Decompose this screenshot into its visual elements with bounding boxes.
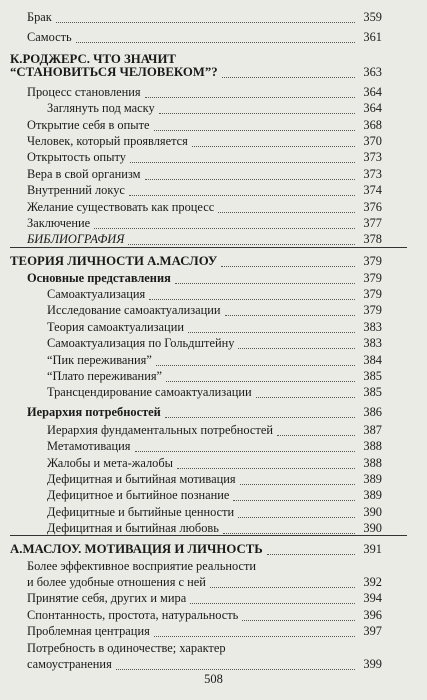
toc-page-number: 364 [363, 101, 382, 115]
dot-leader [165, 416, 355, 418]
toc-page-number: 376 [363, 200, 382, 214]
toc-entry [0, 301, 427, 319]
toc-entry-title: Дефицитное и бытийное познание [47, 488, 230, 502]
dot-leader [177, 467, 355, 469]
toc-page-number: 378 [363, 232, 382, 246]
toc-entry-title: Основные представления [27, 271, 171, 285]
toc-entry-title: Дефицитная и бытийная мотивация [47, 472, 236, 486]
dot-leader [128, 243, 355, 245]
toc-entry-title: “СТАНОВИТЬСЯ ЧЕЛОВЕКОМ”? [10, 65, 218, 79]
toc-page-number: 379 [363, 303, 382, 317]
toc-entry-title: А.МАСЛОУ. МОТИВАЦИЯ И ЛИЧНОСТЬ [10, 542, 263, 556]
section-rule [10, 247, 407, 248]
toc-page-number: 391 [363, 542, 382, 556]
toc-entry-title: и более удобные отношения с ней [27, 575, 206, 589]
section-rule [10, 535, 407, 536]
toc-entry [0, 383, 427, 401]
toc-entry-title: Теория самоактуализации [47, 320, 184, 334]
toc-entry-title: Метамотивация [47, 439, 131, 453]
toc-entry-title: Дефицитная и бытийная любовь [47, 521, 219, 535]
toc-page-number: 374 [363, 183, 382, 197]
dot-leader [223, 532, 355, 534]
toc-entry [0, 8, 427, 26]
toc-page-number: 388 [363, 439, 382, 453]
dot-leader [129, 194, 355, 196]
toc-entry [0, 486, 427, 504]
toc-page-number: 396 [363, 608, 382, 622]
dot-leader [159, 112, 355, 114]
dot-leader [242, 619, 355, 621]
toc-entry-title: Самость [27, 30, 72, 44]
dot-leader [277, 434, 355, 436]
toc-entry [0, 655, 427, 673]
toc-entry-title: “Пик переживания” [47, 353, 152, 367]
toc-entry-title: “Плато переживания” [47, 369, 163, 383]
toc-entry [0, 148, 427, 166]
toc-entry-title: Самоактуализация [47, 287, 146, 301]
toc-entry-title: Заглянуть под маску [47, 101, 155, 115]
toc-page-number: 379 [363, 287, 382, 301]
dot-leader [256, 396, 355, 398]
toc-entry-title: Вера в свой организм [27, 167, 141, 181]
toc-page-number: 361 [363, 30, 382, 44]
page-number: 508 [204, 672, 223, 686]
dot-leader [145, 178, 356, 180]
dot-leader [156, 364, 355, 366]
toc-entry-title: Самоактуализация по Гольдштейну [47, 336, 235, 350]
toc-page-number: 363 [363, 65, 382, 79]
dot-leader [94, 227, 355, 229]
toc-entry [0, 28, 427, 46]
toc-entry [0, 622, 427, 640]
dot-leader [154, 129, 355, 131]
toc-page-number: 399 [363, 657, 382, 671]
toc-page-number: 379 [363, 254, 382, 268]
toc-entry-title: Иерархия фундаментальных потребностей [47, 423, 273, 437]
dot-leader [222, 76, 355, 78]
toc-entry [0, 334, 427, 352]
dot-leader [238, 516, 355, 518]
toc-page-number: 397 [363, 624, 382, 638]
toc-entry-title: Спонтанность, простота, натуральность [27, 608, 239, 622]
toc-page-number: 377 [363, 216, 382, 230]
toc-entry-title: Проблемная центрация [27, 624, 150, 638]
toc-entry [0, 403, 427, 421]
toc-entry-title: Заключение [27, 216, 91, 230]
toc-entry-title: Трансцендирование самоактуализации [47, 385, 252, 399]
toc-page-number: 373 [363, 150, 382, 164]
toc-entry [0, 252, 427, 270]
dot-leader [221, 265, 355, 267]
toc-entry-title: Человек, который проявляется [27, 134, 188, 148]
toc-entry [0, 63, 427, 81]
toc-entry-title: самоустранения [27, 657, 112, 671]
dot-leader [192, 145, 355, 147]
dot-leader [76, 41, 355, 43]
toc-entry-title: БИБЛИОГРАФИЯ [27, 232, 125, 246]
toc-page-number: 364 [363, 85, 382, 99]
toc-page-number: 392 [363, 575, 382, 589]
toc-page-number: 379 [363, 271, 382, 285]
toc-page-number: 390 [363, 521, 382, 535]
toc-page-number: 359 [363, 10, 382, 24]
dot-leader [218, 211, 355, 213]
toc-entry [0, 99, 427, 117]
dot-leader [240, 483, 355, 485]
dot-leader [116, 668, 355, 670]
toc-entry-title: ТЕОРИЯ ЛИЧНОСТИ А.МАСЛОУ [10, 254, 218, 268]
toc-entry-title: Желание существовать как процесс [27, 200, 215, 214]
toc-page-number: 383 [363, 336, 382, 350]
dot-leader [267, 553, 355, 555]
dot-leader [188, 331, 355, 333]
toc-entry-title: Внутренний локус [27, 183, 125, 197]
dot-leader [175, 282, 355, 284]
toc-page-number: 383 [363, 320, 382, 334]
toc-page-number: 394 [363, 591, 382, 605]
toc-page-number: 385 [363, 369, 382, 383]
dot-leader [210, 586, 355, 588]
dot-leader [154, 635, 355, 637]
toc-entry-title: Принятие себя, других и мира [27, 591, 187, 605]
toc-entry-title: Дефицитные и бытийные ценности [47, 505, 235, 519]
toc-entry-title: Жалобы и мета-жалобы [47, 456, 173, 470]
dot-leader [238, 347, 355, 349]
dot-leader [190, 602, 355, 604]
toc-entry-title: Брак [27, 10, 52, 24]
toc-entry-title: К.РОДЖЕРС. ЧТО ЗНАЧИТ [10, 52, 176, 66]
dot-leader [145, 96, 355, 98]
toc-page-number: 389 [363, 488, 382, 502]
toc-entry [0, 230, 427, 248]
toc-entry [0, 181, 427, 199]
toc-page-number: 373 [363, 167, 382, 181]
toc-entry-title: Исследование самоактуализации [47, 303, 221, 317]
toc-entry-title: Открытие себя в опыте [27, 118, 150, 132]
toc-page-number: 387 [363, 423, 382, 437]
toc-entry-title: Более эффективное восприятие реальности [27, 559, 257, 573]
toc-page-number: 389 [363, 472, 382, 486]
dot-leader [56, 21, 355, 23]
toc-page-number: 368 [363, 118, 382, 132]
toc-entry [0, 437, 427, 455]
toc-entry-title: Открытость опыту [27, 150, 126, 164]
dot-leader [166, 380, 355, 382]
toc-entry [0, 540, 427, 558]
toc-page-number: 385 [363, 385, 382, 399]
toc-page-number: 370 [363, 134, 382, 148]
toc-entry [0, 589, 427, 607]
toc-page-number: 384 [363, 353, 382, 367]
toc-entry-title: Иерархия потребностей [27, 405, 161, 419]
toc-page-number: 390 [363, 505, 382, 519]
dot-leader [135, 450, 356, 452]
dot-leader [130, 161, 355, 163]
dot-leader [149, 298, 355, 300]
toc-page-number: 388 [363, 456, 382, 470]
toc-entry-title: Потребность в одиночестве; характер [27, 641, 226, 655]
dot-leader [225, 314, 355, 316]
dot-leader [233, 499, 355, 501]
toc-entry-title: Процесс становления [27, 85, 141, 99]
toc-page-number: 386 [363, 405, 382, 419]
